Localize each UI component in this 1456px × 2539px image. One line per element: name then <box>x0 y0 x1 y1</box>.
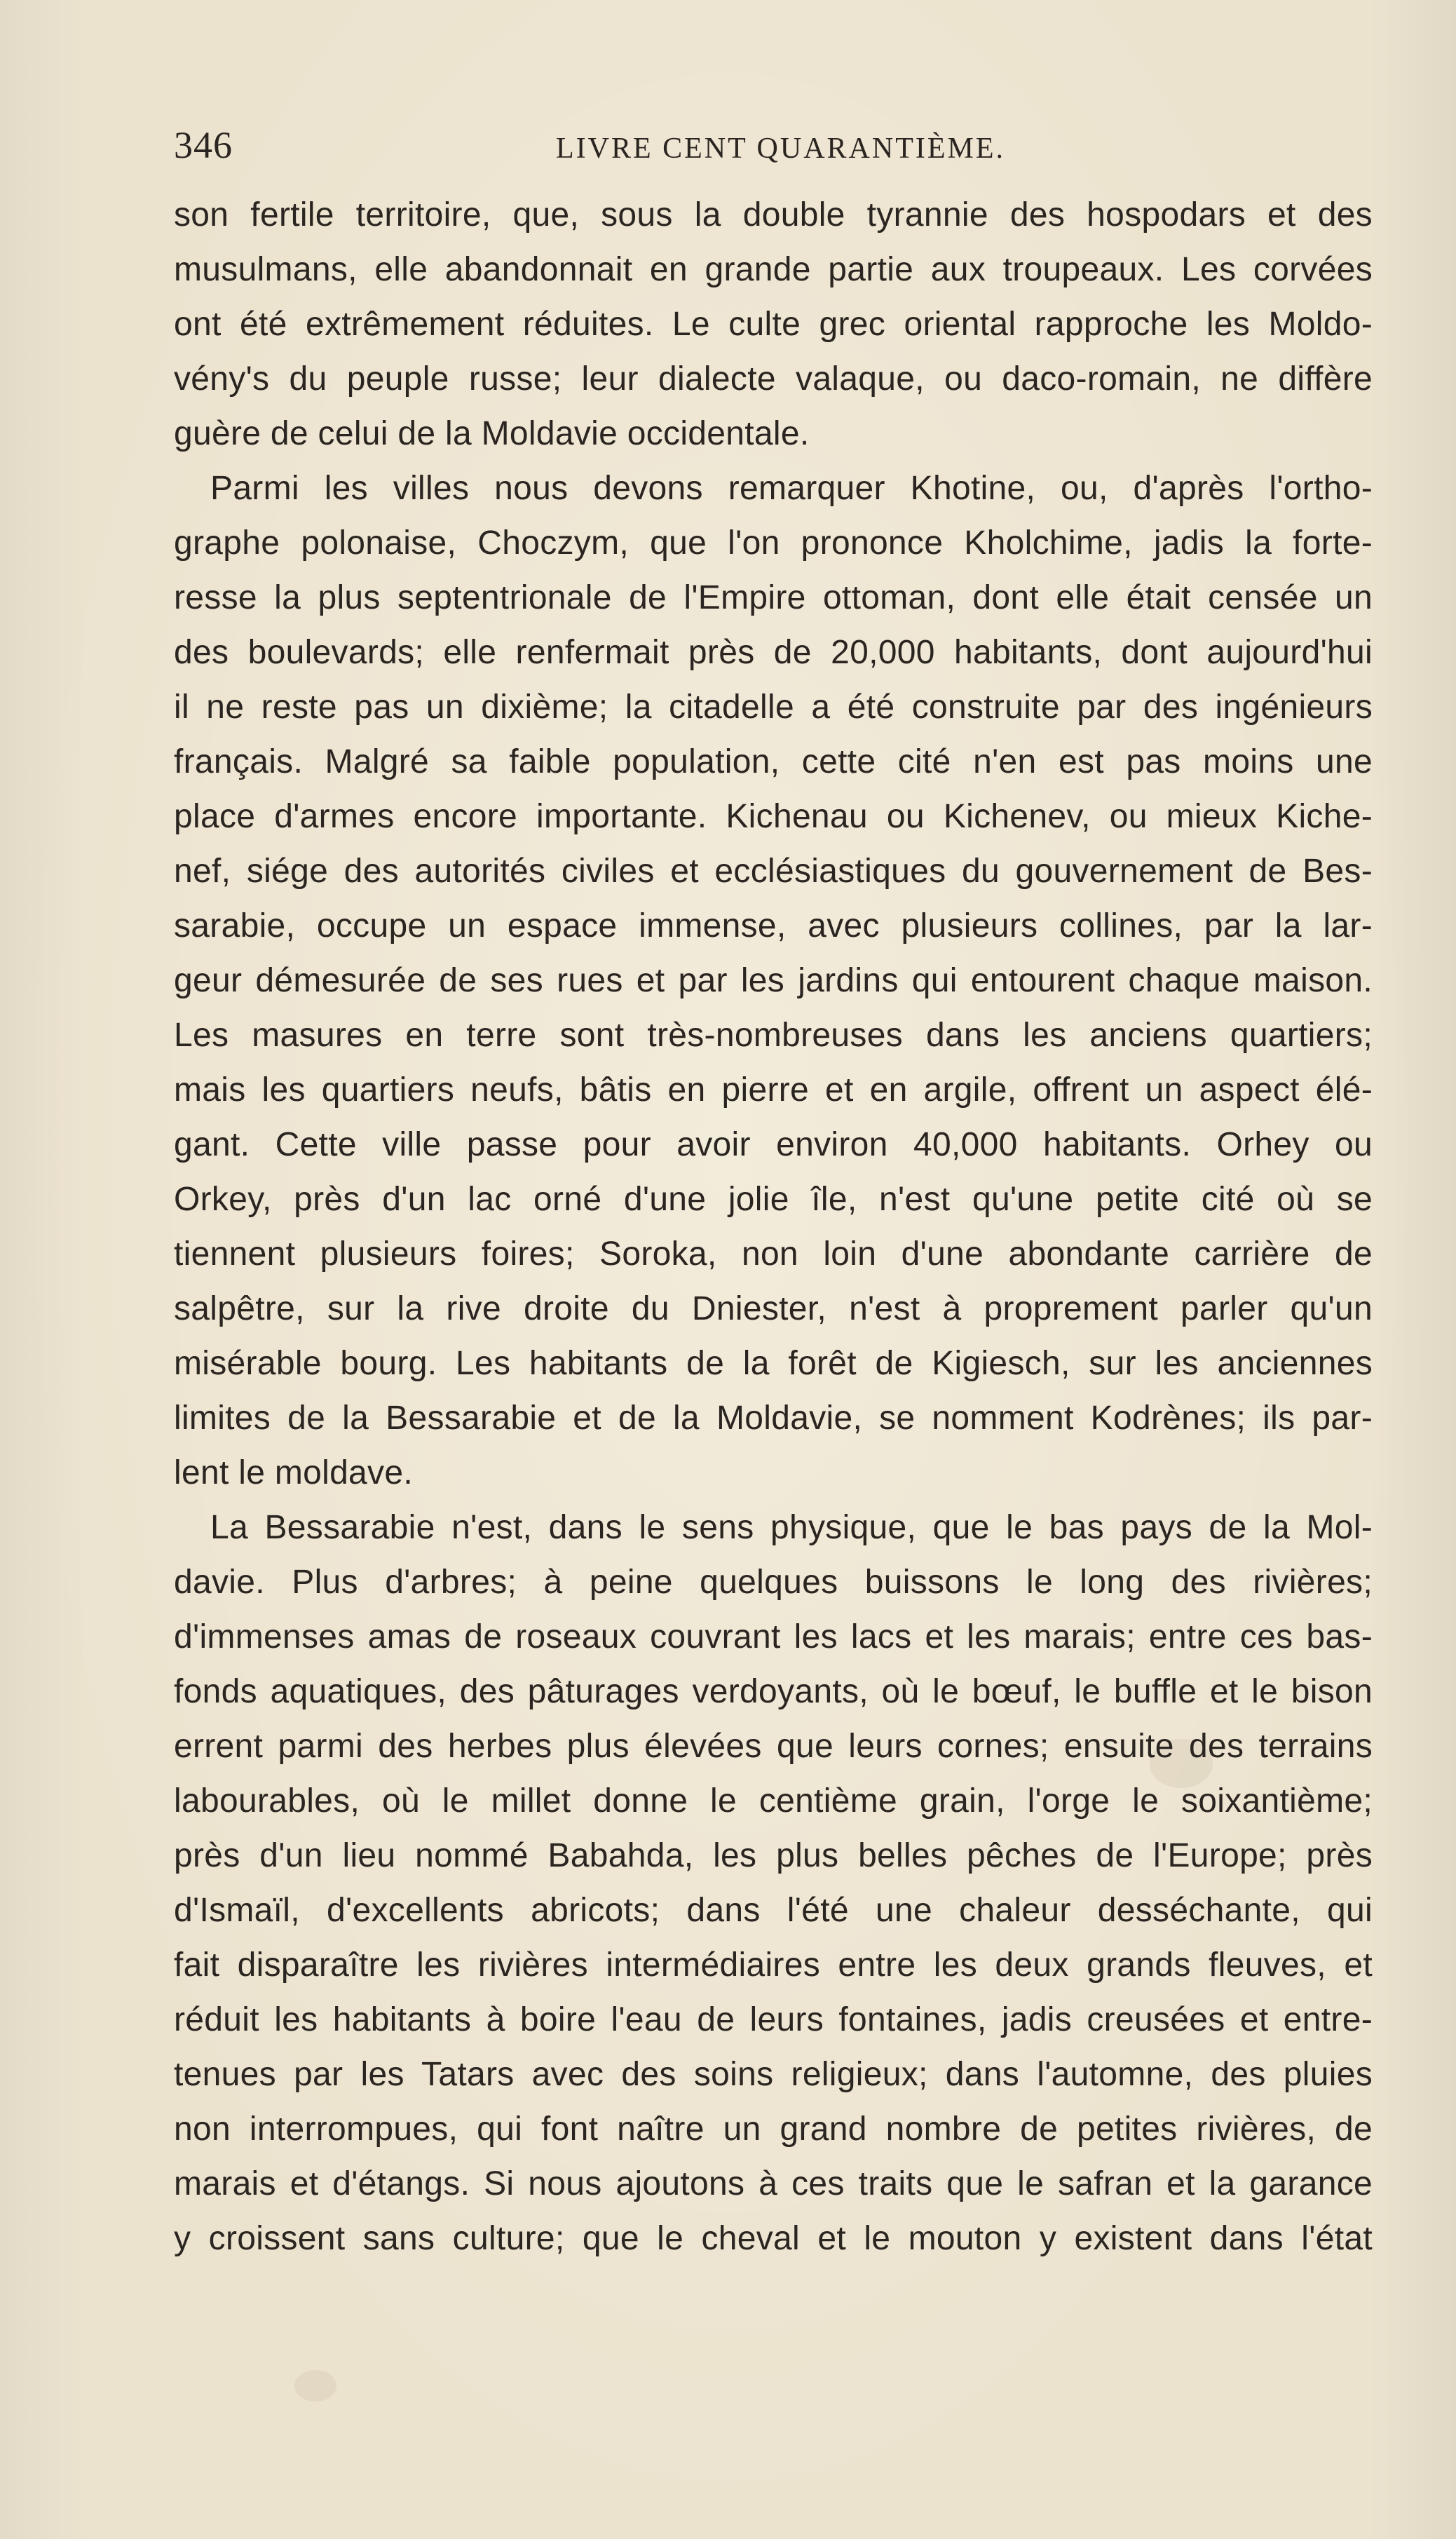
text-line: guère de celui de la Moldavie occidentale. <box>174 415 810 452</box>
text-line: d'Ismaïl, d'excellents abricots; dans l'été une chaleur desséchante, qui <box>174 1892 1373 1929</box>
text-line: mais les quartiers neufs, bâtis en pierre et en argile, offrent un aspect élé- <box>174 1071 1373 1109</box>
text-line: musulmans, elle abandonnait en grande partie aux troupeaux. Les corvées <box>174 251 1373 288</box>
text-line: Parmi les villes nous devons remarquer Khotine, ou, d'après l'ortho- <box>210 470 1373 507</box>
running-header <box>174 121 1373 170</box>
text-line: gant. Cette ville passe pour avoir environ 40,000 habitants. Orhey ou <box>174 1126 1373 1163</box>
page-number: 346 <box>174 124 233 166</box>
text-line: graphe polonaise, Choczym, que l'on prononce Kholchime, jadis la forte- <box>174 524 1373 562</box>
text-line: vény's du peuple russe; leur dialecte valaque, ou daco-romain, ne diffère <box>174 360 1373 398</box>
text-line: près d'un lieu nommé Babahda, les plus belles pêches de l'Europe; près <box>174 1837 1373 1874</box>
text-line: son fertile territoire, que, sous la double tyrannie des hospodars et des <box>174 196 1373 233</box>
text-line: d'immenses amas de roseaux couvrant les lacs et les marais; entre ces bas- <box>174 1618 1373 1656</box>
text-line: nef, siége des autorités civiles et ecclésiastiques du gouvernement de Bes- <box>174 853 1373 890</box>
text-line: il ne reste pas un dixième; la citadelle a été construite par des ingénieurs <box>174 689 1373 726</box>
text-line: non interrompues, qui font naître un grand nombre de petites rivières, de <box>174 2111 1373 2148</box>
text-line: errent parmi des herbes plus élevées que leurs cornes; ensuite des terrains <box>174 1728 1373 1765</box>
text-line: salpêtre, sur la rive droite du Dniester, n'est à proprement parler qu'un <box>174 1290 1373 1327</box>
running-title: LIVRE CENT QUARANTIÈME. <box>556 133 1006 165</box>
text-line: marais et d'étangs. Si nous ajoutons à ces traits que le safran et la garance <box>174 2165 1373 2202</box>
text-line: des boulevards; elle renfermait près de 20,000 habitants, dont aujourd'hui <box>174 634 1373 671</box>
text-line: fonds aquatiques, des pâturages verdoyants, où le bœuf, le buffle et le bison <box>174 1673 1373 1710</box>
text-line: sarabie, occupe un espace immense, avec plusieurs collines, par la lar- <box>174 907 1373 944</box>
text-line: Orkey, près d'un lac orné d'une jolie île, n'est qu'une petite cité où se <box>174 1181 1373 1218</box>
text-line: labourables, où le millet donne le centième grain, l'orge le soixantième; <box>174 1782 1373 1820</box>
text-line: réduit les habitants à boire l'eau de leurs fontaines, jadis creusées et entre- <box>174 2001 1373 2038</box>
text-line: misérable bourg. Les habitants de la forêt de Kigiesch, sur les anciennes <box>174 1345 1373 1382</box>
text-line: tenues par les Tatars avec des soins religieux; dans l'automne, des pluies <box>174 2056 1373 2093</box>
text-line: fait disparaître les rivières intermédiaires entre les deux grands fleuves, et <box>174 1946 1373 1984</box>
text-line: ont été extrêmement réduites. Le culte grec oriental rapproche les Moldo- <box>174 306 1373 343</box>
text-line: Les masures en terre sont très-nombreuses dans les anciens quartiers; <box>174 1017 1373 1054</box>
text-line: place d'armes encore importante. Kichenau ou Kichenev, ou mieux Kiche- <box>174 798 1373 835</box>
body-text <box>174 188 1373 2266</box>
text-line: La Bessarabie n'est, dans le sens physique, que le bas pays de la Mol- <box>210 1509 1373 1546</box>
text-line: y croissent sans culture; que le cheval et le mouton y existent dans l'état <box>174 2220 1373 2257</box>
text-line: limites de la Bessarabie et de la Moldavie, se nomment Kodrènes; ils par- <box>174 1400 1373 1437</box>
text-line: resse la plus septentrionale de l'Empire ottoman, dont elle était censée un <box>174 579 1373 616</box>
text-line: lent le moldave. <box>174 1454 413 1491</box>
text-line: français. Malgré sa faible population, cette cité n'en est pas moins une <box>174 743 1373 780</box>
text-line: davie. Plus d'arbres; à peine quelques buissons le long des rivières; <box>174 1564 1373 1601</box>
paper-stain <box>294 2370 336 2402</box>
text-line: tiennent plusieurs foires; Soroka, non loin d'une abondante carrière de <box>174 1235 1373 1273</box>
text-line: geur démesurée de ses rues et par les jardins qui entourent chaque maison. <box>174 962 1373 999</box>
